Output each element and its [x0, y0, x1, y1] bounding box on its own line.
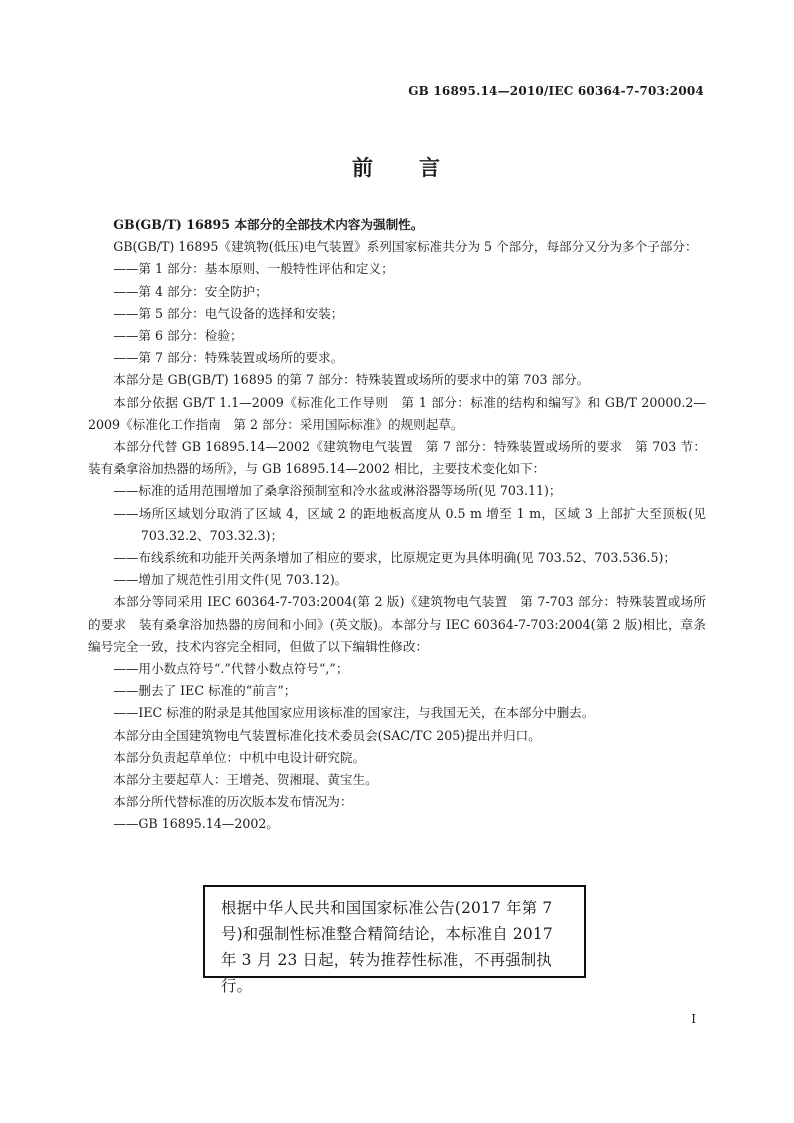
list-item: ——用小数点符号“.”代替小数点符号“,”； [113, 661, 349, 677]
list-item: ——IEC 标准的附录是其他国家应用该标准的国家注，与我国无关，在本部分中删去。 [113, 705, 595, 721]
notice-line: 年 3 月 23 日起，转为推荐性标准，不再强制执行。 [221, 951, 552, 995]
drafting-rules-paragraph: 本部分依据 GB/T 1.1—2009《标准化工作导则 第 1 部分：标准的结构和编写》和 GB/T 20000.2—2009《标准化工作指南 第 2 部分：采用国际标准》的规则起草。 [88, 394, 706, 432]
mandatory-statement: GB(GB/T) 16895 本部分的全部技术内容为强制性。 [113, 217, 424, 232]
title-char-2: 言 [419, 155, 442, 180]
adoption-paragraph: 本部分等同采用 IEC 60364-7-703:2004(第 2 版)《建筑物电气装置 第 7-703 部分：特殊装置或场所的要求 装有桑拿浴加热器的房间和小间》(英文版)。本部分与 IEC 60364-7-703:2004(第 2 版)相比，章条编号完全一致，技术内容完全相同，但做了以下编辑性修改： [88, 594, 706, 654]
drafters-paragraph: 本部分主要起草人：王增尧、贺湘琨、黄宝生。 [113, 772, 378, 788]
drafting-unit-paragraph: 本部分负责起草单位：中机中电设计研究院。 [113, 749, 366, 765]
status-change-notice [203, 885, 586, 995]
list-item: ——场所区域划分取消了区域 4，区域 2 的距地板高度从 0.5 m 增至 1 m，区域 3 上部扩大至顶板(见 703.32.2、703.32.3)； [113, 505, 706, 543]
list-item: ——第 4 部分：安全防护； [113, 283, 268, 299]
list-item: ——布线系统和功能开关两条增加了相应的要求，比原规定更为具体明确(见 703.52、703.536.5)； [113, 550, 676, 566]
part-statement-paragraph: 本部分是 GB(GB/T) 16895 的第 7 部分：特殊装置或场所的要求中的第 703 部分。 [113, 372, 590, 388]
list-item: ——GB 16895.14—2002。 [113, 816, 280, 832]
page-title [0, 152, 794, 182]
notice-line: 号)和强制性标准整合精简结论，本标准自 2017 [221, 925, 553, 943]
foreword-body [88, 214, 706, 836]
list-item: ——第 5 部分：电气设备的选择和安装； [113, 305, 344, 321]
replacement-paragraph: 本部分代替 GB 16895.14—2002《建筑物电气装置 第 7 部分：特殊装置或场所的要求 第 703 节：装有桑拿浴加热器的场所》，与 GB 16895.14—2002 相比，主要技术变化如下： [88, 439, 706, 477]
list-item: ——第 1 部分：基本原则、一般特性评估和定义； [113, 261, 394, 277]
list-item: ——标准的适用范围增加了桑拿浴预制室和冷水盆或淋浴器等场所(见 703.11)； [113, 483, 562, 499]
list-item: ——第 7 部分：特殊装置或场所的要求。 [113, 350, 344, 366]
page-number: I [691, 1012, 696, 1026]
committee-paragraph: 本部分由全国建筑物电气装置标准化技术委员会(SAC/TC 205)提出并归口。 [113, 727, 541, 743]
list-item: ——删去了 IEC 标准的“前言”； [113, 683, 297, 699]
series-intro-paragraph: GB(GB/T) 16895《建筑物(低压)电气装置》系列国家标准共分为 5 个部分，每部分又分为多个子部分： [113, 239, 698, 255]
list-item: ——增加了规范性引用文件(见 703.12)。 [113, 572, 348, 588]
title-char-1: 前 [352, 155, 375, 180]
history-intro-paragraph: 本部分所代替标准的历次版本发布情况为： [113, 794, 353, 810]
list-item: ——第 6 部分：检验； [113, 328, 243, 344]
notice-line: 根据中华人民共和国国家标准公告(2017 年第 7 [221, 899, 553, 917]
standard-code-header: GB 16895.14—2010/IEC 60364-7-703:2004 [408, 84, 704, 98]
